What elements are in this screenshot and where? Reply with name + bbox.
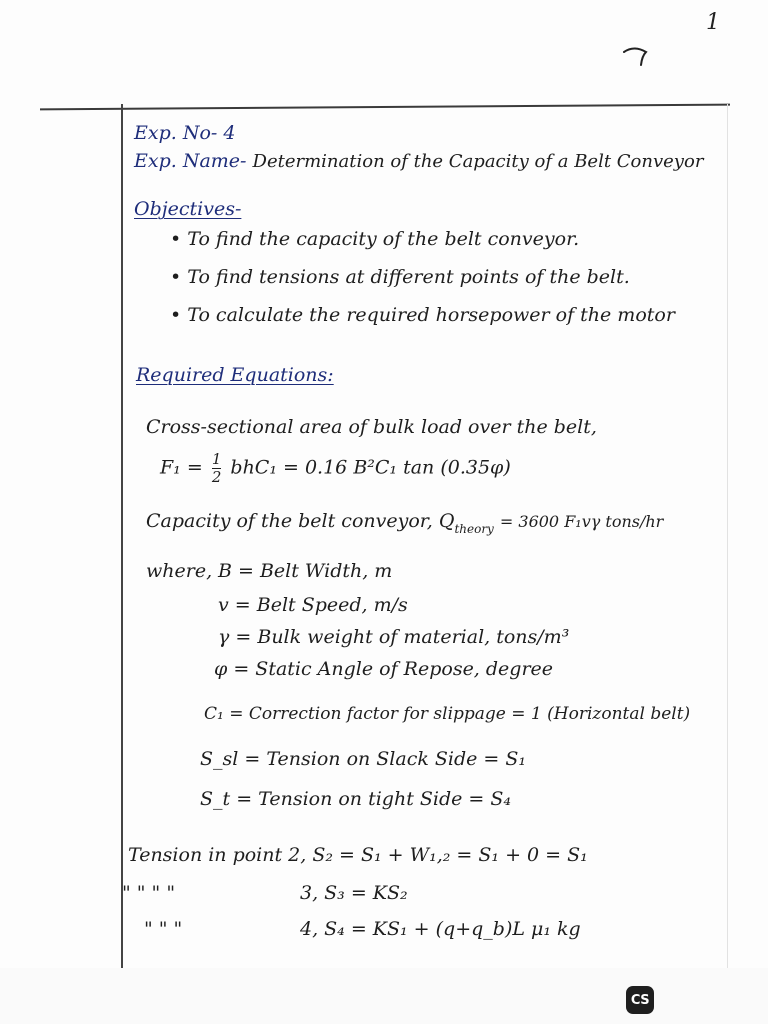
right-edge [727,104,728,970]
definition-item: γ = Bulk weight of material, tons/m³ [218,626,570,648]
experiment-name-value: Determination of the Capacity of a Belt Conveyor [252,151,704,172]
definition-item: S_sl = Tension on Slack Side = S₁ [200,748,527,770]
objectives-heading: Objectives- [134,198,242,220]
tension-point-4: 4, S₄ = KS₁ + (q+q_b)L μ₁ kg [300,918,581,940]
capacity-equation [146,512,663,535]
pen-mark-icon [620,40,660,70]
definition-item: C₁ = Correction factor for slippage = 1 (Horizontal belt) [204,704,691,724]
experiment-name [134,152,703,171]
equations-heading: Required Equations: [136,364,334,386]
where-label: where, [146,560,213,582]
capacity-formula: = 3600 F₁vγ tons/hr [499,512,664,531]
objective-item: • To calculate the required horsepower of the motor [170,304,675,326]
area-intro: Cross-sectional area of bulk load over the belt, [146,416,597,438]
fraction-numerator: 1 [211,450,222,468]
objective-item: • To find tensions at different points of the belt. [170,266,630,288]
objective-item: • To find the capacity of the belt conveyor. [170,228,580,250]
area-fraction [212,452,222,485]
tension-point-2: Tension in point 2, S₂ = S₁ + W₁,₂ = S₁ + 0 = S₁ [128,844,588,866]
margin-line [121,104,123,970]
area-formula-lhs: F₁ = [160,456,203,479]
top-rule [40,104,730,111]
fraction-denominator: 2 [211,468,222,486]
camscanner-logo-icon: CS [626,986,654,1014]
ditto-marks: " " " [144,918,183,940]
tension-point-3: 3, S₃ = KS₂ [300,882,408,904]
area-formula-rhs: 0.16 B²C₁ tan (0.35φ) [304,456,511,479]
area-formula [160,452,511,485]
experiment-name-label: Exp. Name- [134,150,247,172]
definition-item: v = Belt Speed, m/s [218,594,408,616]
page-number: 1 [706,10,720,35]
capacity-label: Capacity of the belt conveyor, Q [146,510,455,532]
definition-item: φ = Static Angle of Repose, degree [214,658,554,680]
capacity-subscript: theory [454,522,494,536]
definition-item: S_t = Tension on tight Side = S₄ [200,788,512,810]
experiment-number: Exp. No- 4 [134,122,236,144]
area-formula-mid: bhC₁ = [230,456,299,479]
definition-item: B = Belt Width, m [218,560,393,582]
ditto-marks: " " " " [122,882,176,904]
